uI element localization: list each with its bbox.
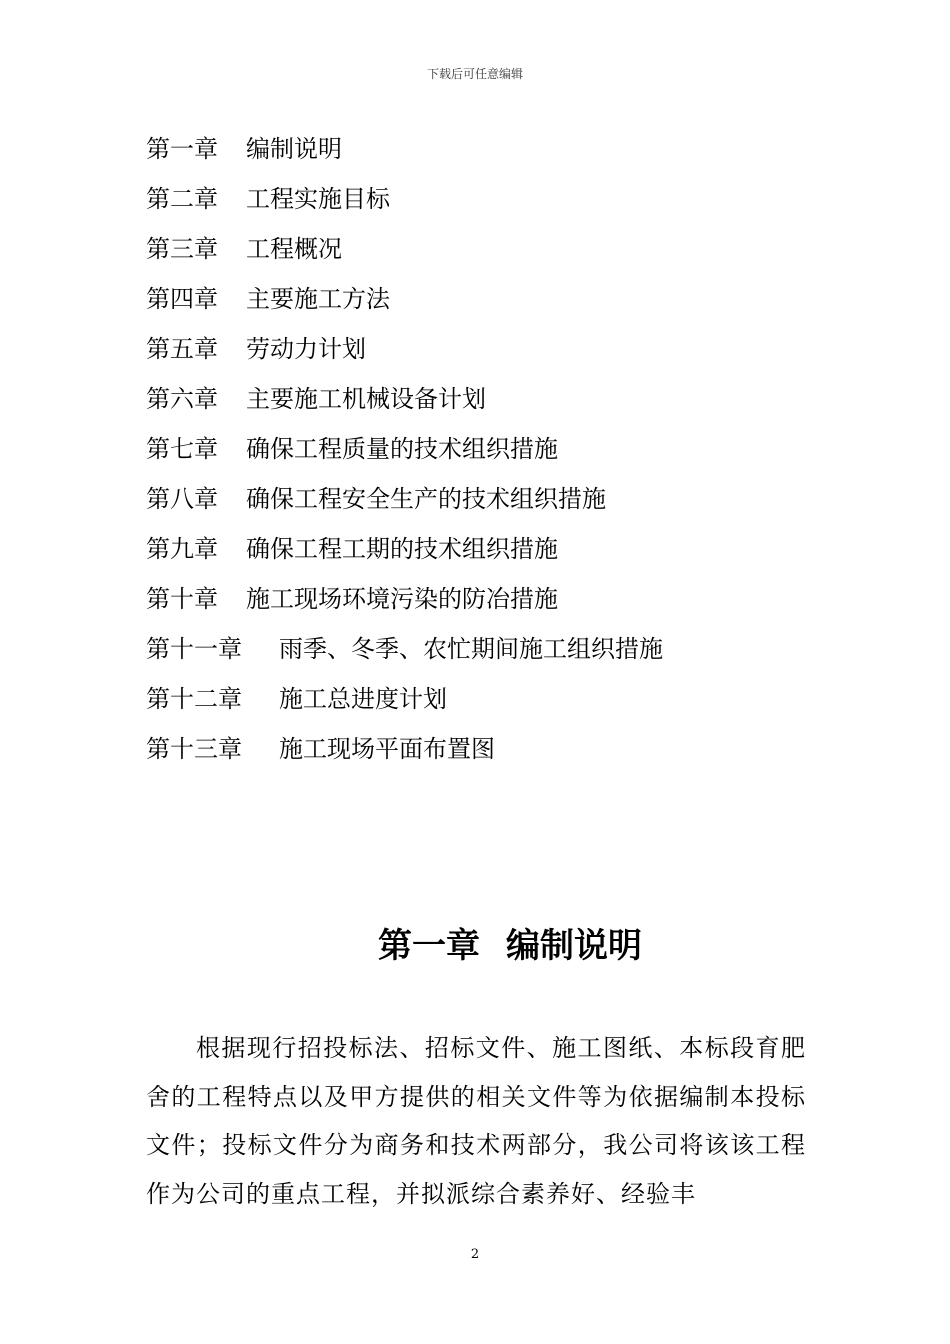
body-paragraph: 根据现行招投标法、招标文件、施工图纸、本标段育肥舍的工程特点以及甲方提供的相关文件等为依据编制本投标文件；投标文件分为商务和技术两部分，我公司将该该工程作为公司的重点工程，并拟派综合素养好、经验丰 [146, 1034, 806, 1208]
toc-chapter-title: 编制说明 [246, 135, 342, 163]
toc-chapter-number: 第三章 [146, 235, 218, 263]
table-of-contents [146, 130, 663, 780]
toc-chapter-title: 确保工程安全生产的技术组织措施 [246, 485, 606, 513]
toc-chapter-number: 第十二章 [146, 685, 242, 713]
toc-chapter-title: 劳动力计划 [246, 335, 366, 363]
toc-item [146, 680, 663, 730]
toc-chapter-number: 第二章 [146, 185, 218, 213]
toc-chapter-title: 施工现场平面布置图 [279, 735, 495, 763]
toc-chapter-title: 施工总进度计划 [279, 685, 447, 713]
toc-chapter-title: 施工现场环境污染的防冶措施 [246, 585, 558, 613]
toc-item [146, 630, 663, 680]
toc-chapter-title: 工程概况 [246, 235, 342, 263]
toc-item [146, 580, 663, 630]
header-note: 下载后可任意编辑 [426, 67, 523, 81]
toc-item [146, 130, 663, 180]
toc-chapter-title: 工程实施目标 [246, 185, 390, 213]
toc-chapter-title: 主要施工方法 [246, 285, 390, 313]
page-number: 2 [470, 1247, 480, 1262]
toc-item [146, 180, 663, 230]
toc-chapter-title: 确保工程工期的技术组织措施 [246, 535, 558, 563]
toc-chapter-number: 第九章 [146, 535, 218, 563]
toc-chapter-number: 第十一章 [146, 635, 242, 663]
toc-chapter-number: 第十章 [146, 585, 218, 613]
toc-chapter-title: 确保工程质量的技术组织措施 [246, 435, 558, 463]
toc-chapter-number: 第八章 [146, 485, 218, 513]
toc-chapter-number: 第四章 [146, 285, 218, 313]
section-heading-title: 编制说明 [506, 926, 642, 966]
toc-chapter-number: 第十三章 [146, 735, 242, 763]
toc-item [146, 380, 663, 430]
toc-item [146, 530, 663, 580]
toc-chapter-title: 主要施工机械设备计划 [246, 385, 486, 413]
toc-item [146, 330, 663, 380]
toc-item [146, 730, 663, 780]
section-heading [0, 922, 950, 970]
toc-item [146, 430, 663, 480]
section-heading-chapter: 第一章 [378, 926, 480, 966]
toc-chapter-number: 第五章 [146, 335, 218, 363]
toc-chapter-number: 第七章 [146, 435, 218, 463]
toc-item [146, 280, 663, 330]
toc-chapter-title: 雨季、冬季、农忙期间施工组织措施 [279, 635, 663, 663]
toc-chapter-number: 第六章 [146, 385, 218, 413]
toc-chapter-number: 第一章 [146, 135, 218, 163]
toc-item [146, 230, 663, 280]
toc-item [146, 480, 663, 530]
